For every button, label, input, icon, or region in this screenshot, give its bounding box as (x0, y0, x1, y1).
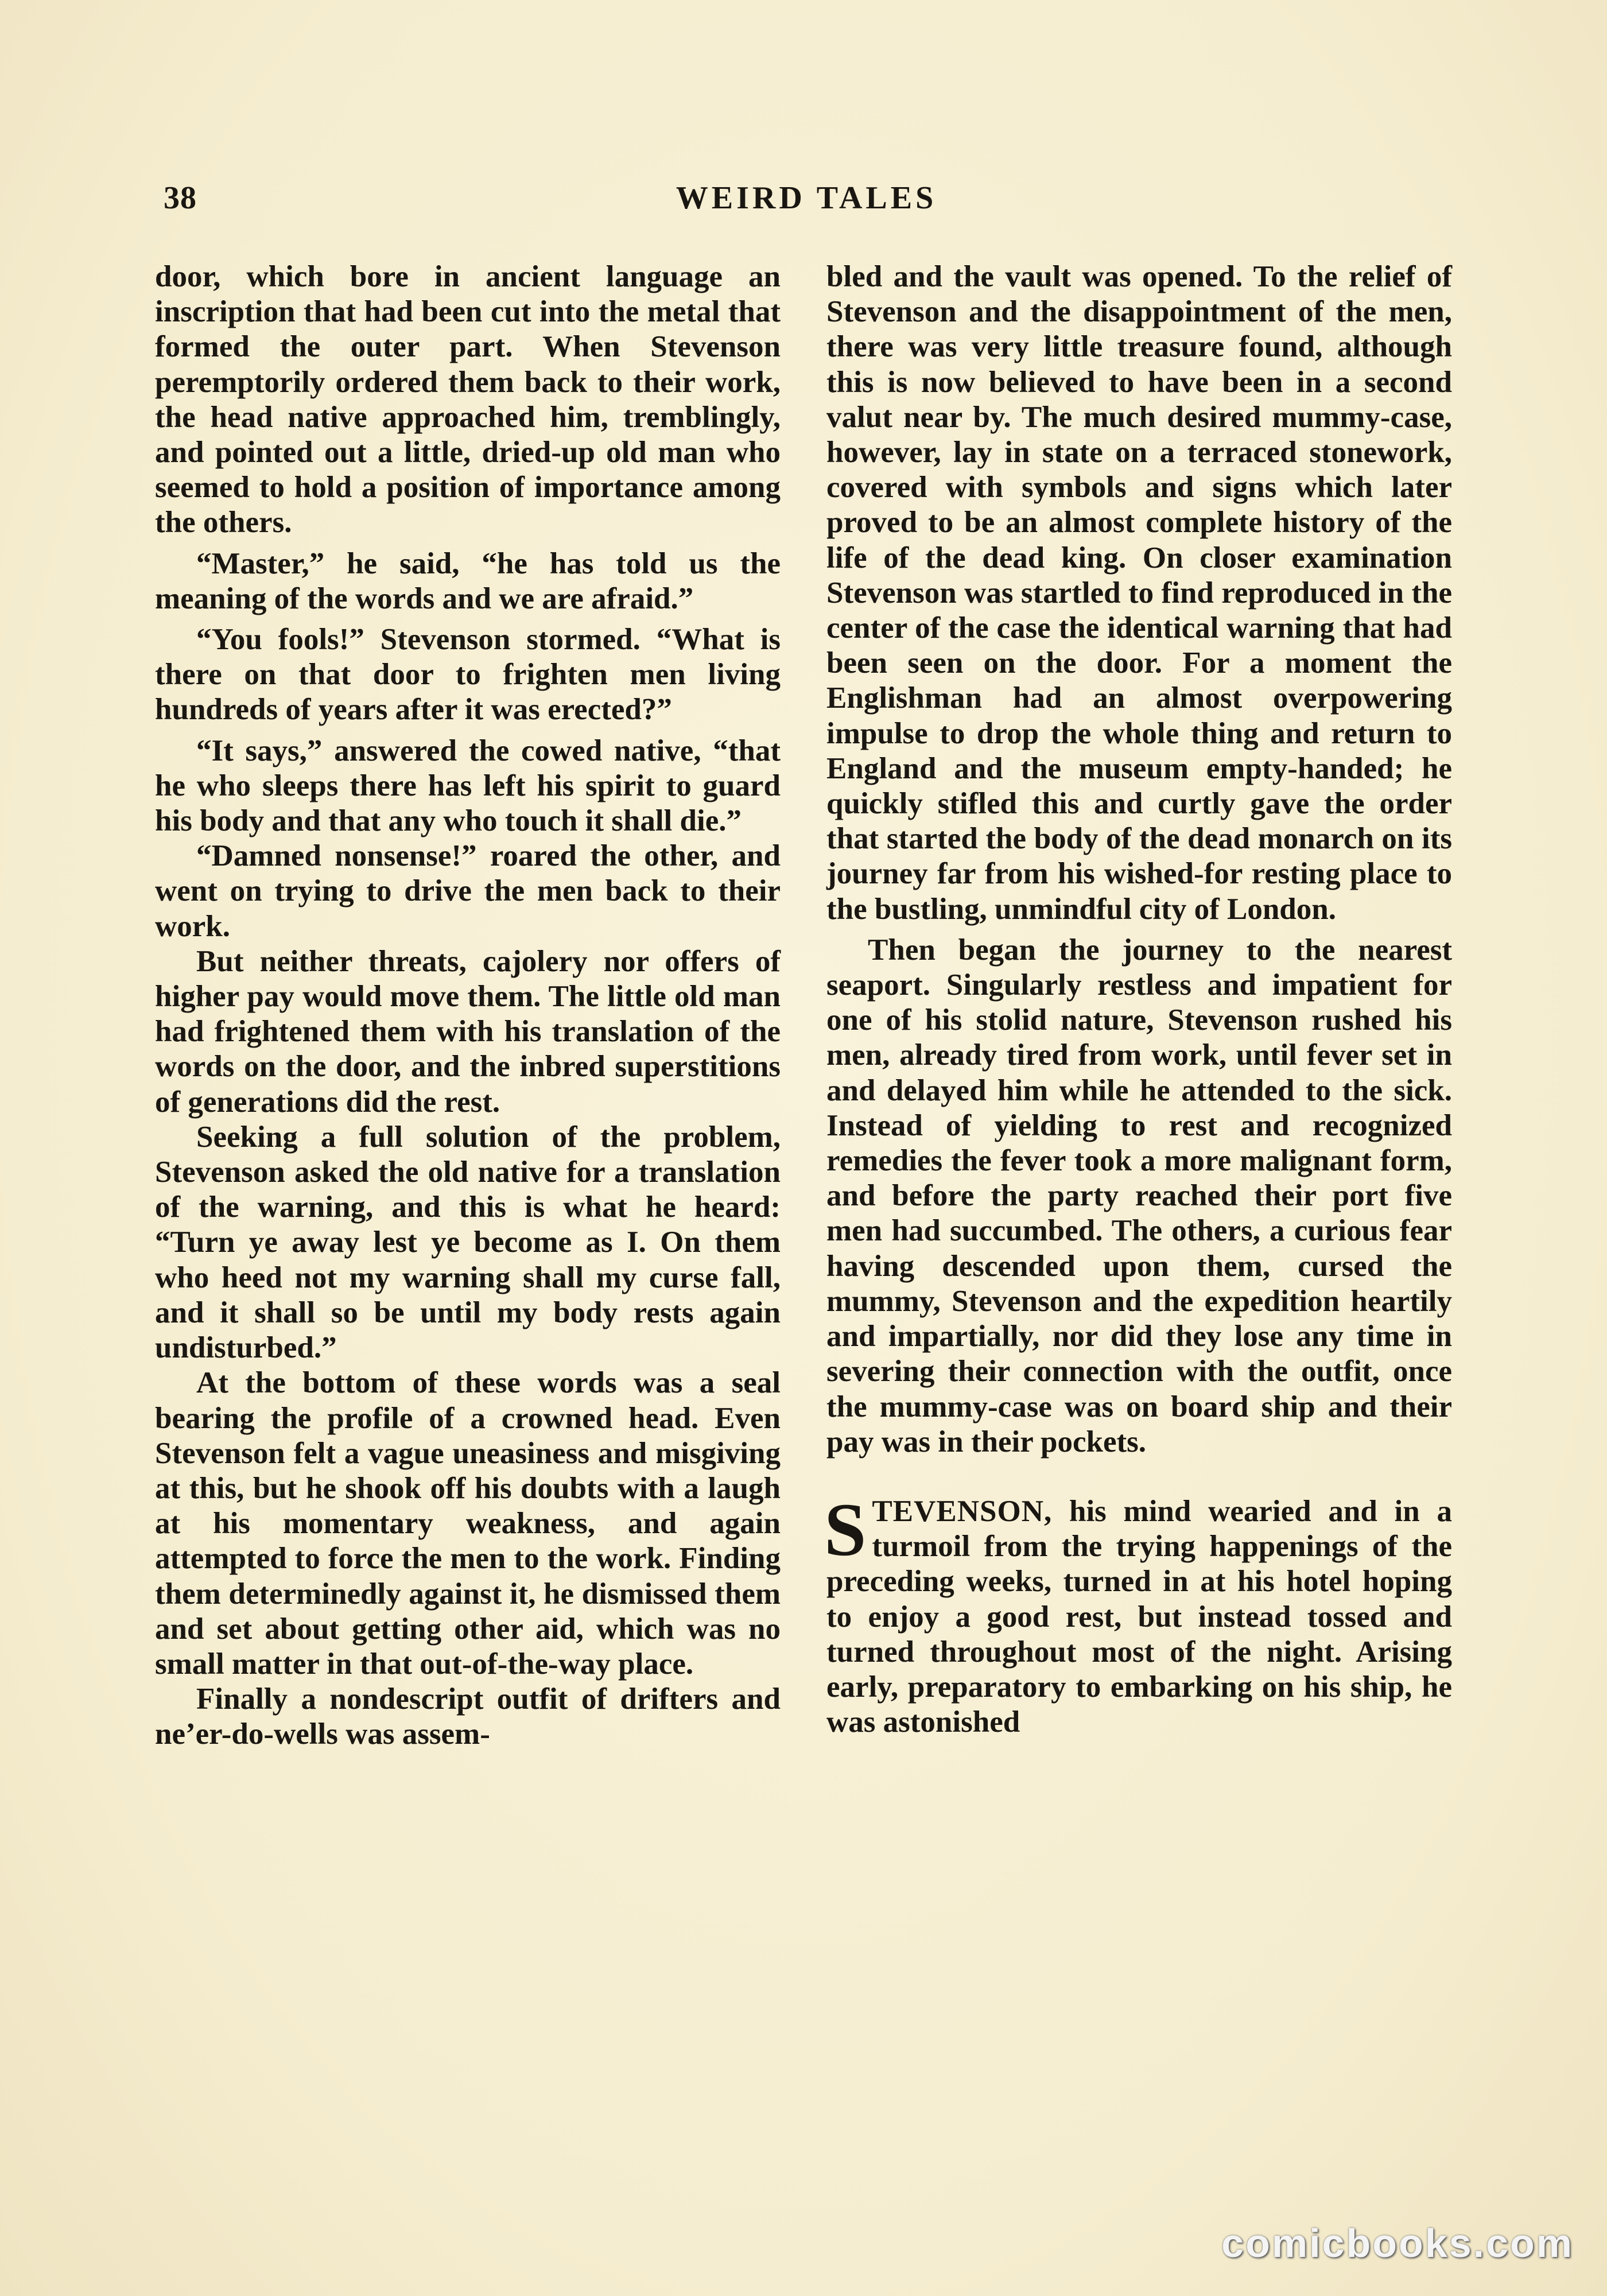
paragraph: door, which bore in ancient language an inscription that had been cut into the metal that formed the outer part. When Stevenson peremptorily ordered them back to their work, the head native approached him, tremblingly, and pointed out a little, dried-up old man who seemed to hold a position of importance among the others. (155, 260, 781, 540)
page-number: 38 (164, 180, 197, 216)
paragraph-dropcap (824, 1487, 1452, 1740)
paragraph: Seeking a full solution of the problem, Stevenson asked the old native for a translation of the warning, and this is what he heard: “Turn ye away lest ye become as I. On them who heed not my warning shall my curse fall, and it shall so be until my body rests again undisturbed.” (155, 1120, 781, 1365)
paragraph: Then began the journey to the nearest seaport. Singularly restless and impatient for one of his stolid nature, Stevenson rushed his men, already tired from work, until fever set in and delayed him while he attended to the sick. Instead of yielding to rest and recognized remedies the fever took a more malignant form, and before the party reached their port five men had succumbed. The others, a curious fear having descended upon them, cursed the mummy, Stevenson and the expedition heartily and impartially, nor did they lose any time in severing their connection with the outfit, once the mummy-case was on board ship and their pay was in their pockets. (826, 933, 1452, 1459)
paragraph: “Master,” he said, “he has told us the meaning of the words and we are afraid.” (155, 546, 781, 615)
running-head: WEIRD TALES (676, 180, 937, 216)
left-column (155, 259, 781, 1752)
section-break (826, 1460, 1452, 1494)
paragraph: bled and the vault was opened. To the relief of Stevenson and the disappointment of the men, there was very little treasure found, although this is now believed to have been in a second valut near by. The much desired mummy-case, however, lay in state on a terraced stonework, covered with symbols and signs which later proved to be an almost complete history of the life of the dead king. On closer examination Stevenson was startled to find reproduced in the center of the case the identical warning that had been seen on the door. For a moment the Englishman had an almost overpowering impulse to drop the whole thing and return to England and the museum empty-handed; he quickly stifled this and curtly gave the order that started the body of the dead monarch on its journey far from his wished-for resting place to the bustling, unmindful city of London. (826, 260, 1452, 926)
paragraph-text: his mind wearied and in a turmoil from the trying happenings of the preceding weeks, turned in at his hotel hoping to enjoy a good rest, but instead tossed and turned throughout most of the night. Arising early, preparatory to embarking on his ship, he was astonished (826, 1494, 1452, 1739)
watermark-logo: comicbooks.com (1221, 2221, 1574, 2266)
page-header (164, 172, 1449, 224)
paragraph: “Damned nonsense!” roared the other, and went on trying to drive the men back to their work. (155, 839, 781, 943)
paragraph: But neither threats, cajolery nor offers of higher pay would move them. The little old man had frightened them with his translation of the words on the door, and the inbred superstitions of generations did the rest. (155, 944, 781, 1119)
right-column (826, 259, 1452, 1740)
paragraph: At the bottom of these words was a seal bearing the profile of a crowned head. Even Stevenson felt a vague uneasiness and misgiving at this, but he shook off his doubts with a laugh at his momentary weakness, and again attempted to force the men to the work. Finding them determinedly against it, he dismissed them and set about getting other aid, which was no small matter in that out-of-the-way place. (155, 1366, 781, 1681)
lead-in: TEVENSON, (872, 1494, 1053, 1528)
drop-cap: S (824, 1487, 867, 1572)
paragraph: Finally a nondescript outfit of drifters and ne’er-do-wells was assem- (155, 1682, 781, 1751)
paragraph: “It says,” answered the cowed native, “that he who sleeps there has left his spirit to guard his body and that any who touch it shall die.” (155, 734, 781, 838)
paragraph: “You fools!” Stevenson stormed. “What is there on that door to frighten men living hundreds of years after it was erected?” (155, 623, 781, 727)
